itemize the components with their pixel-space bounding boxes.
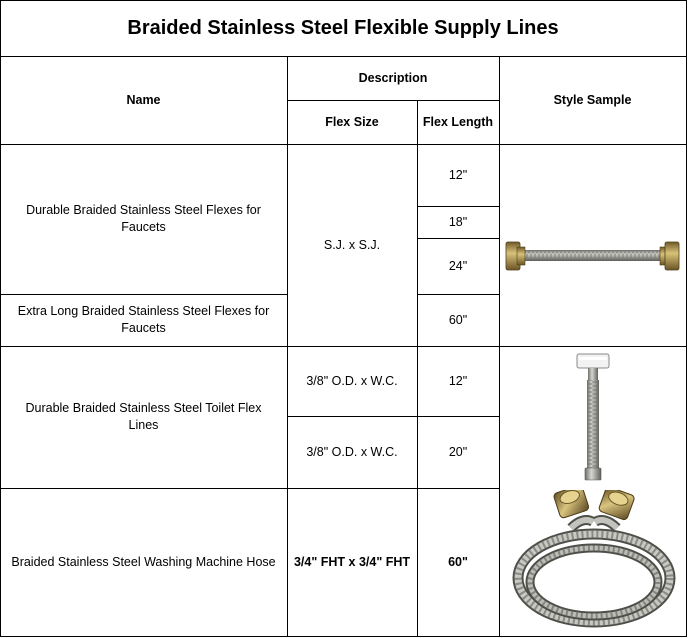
flex-length-24: 24" [448,258,468,273]
grid-line [0,144,687,145]
flex-length-18: 18" [448,214,468,229]
grid-line [0,636,687,637]
flex-size-washer: 3/4" FHT x 3/4" FHT [293,554,411,569]
washing-machine-hose-image [509,490,679,632]
grid-line [417,238,499,239]
flex-size-toilet-b: 3/8" O.D. x W.C. [306,444,398,459]
grid-line [417,100,418,637]
header-flex-size: Flex Size [325,114,379,129]
faucet-flex-image [503,236,681,276]
grid-line [0,56,687,57]
flex-length-washer: 60" [448,554,468,569]
grid-line [499,56,500,637]
grid-line [0,294,287,295]
header-style-sample: Style Sample [553,92,632,107]
grid-line [0,0,1,637]
grid-line [417,294,499,295]
grid-line [417,206,499,207]
header-flex-length: Flex Length [422,114,494,129]
header-name: Name [126,92,161,107]
grid-line [287,416,499,417]
flex-size-toilet-a: 3/8" O.D. x W.C. [306,373,398,388]
grid-line [686,0,687,637]
flex-length-12: 12" [448,167,468,182]
row-name-faucet-flex: Durable Braided Stainless Steel Flexes for Faucets [26,203,261,234]
header-description: Description [358,70,428,85]
grid-line [287,56,288,637]
grid-line [0,488,499,489]
grid-line [0,346,687,347]
toilet-flex-image [570,352,616,484]
flex-size-faucet: S.J. x S.J. [323,237,381,252]
grid-line [0,0,687,1]
flex-length-toilet-b: 20" [448,444,468,459]
flex-length-toilet-a: 12" [448,373,468,388]
row-name-extra-long-flex: Extra Long Braided Stainless Steel Flexes for Faucets [17,304,270,335]
row-name-washer-hose: Braided Stainless Steel Washing Machine Hose [11,554,276,569]
row-name-toilet-flex: Durable Braided Stainless Steel Toilet Flex Lines [25,401,262,432]
page-title: Braided Stainless Steel Flexible Supply Lines [127,16,559,39]
grid-line [287,100,499,101]
flex-length-60: 60" [448,312,468,327]
